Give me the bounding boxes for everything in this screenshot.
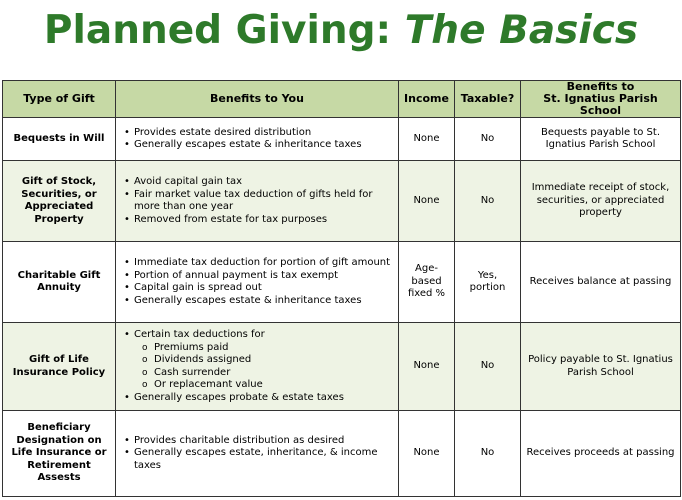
- benefits-cell: [116, 242, 399, 323]
- benefit-item: • Fair market value tax deduction of gifts held for more than one year: [134, 189, 394, 214]
- income-cell: None: [399, 161, 455, 242]
- title-italic: The Basics: [404, 8, 639, 53]
- benefit-item: • Portion of annual payment is tax exempt: [134, 270, 394, 283]
- benefit-item: • Generally escapes probate & estate taxes: [134, 392, 394, 405]
- benefit-item: • Avoid capital gain tax: [134, 176, 394, 189]
- benefit-item: • Generally escapes estate & inheritance taxes: [134, 295, 394, 308]
- income-cell: None: [399, 118, 455, 161]
- benefits-cell: [116, 161, 399, 242]
- school-benefit-cell: Receives balance at passing: [521, 242, 681, 323]
- benefit-item: • Generally escapes estate & inheritance taxes: [134, 139, 394, 152]
- header-benefits-school-line1: Benefits to: [566, 80, 635, 93]
- benefits-cell: [116, 323, 399, 411]
- benefits-cell: [116, 411, 399, 497]
- school-benefit-cell: Bequests payable to St. Ignatius Parish School: [521, 118, 681, 161]
- school-benefit-cell: Policy payable to St. Ignatius Parish School: [521, 323, 681, 411]
- benefit-subitem: o Premiums paid: [154, 342, 394, 355]
- header-benefits-school-line2: St. Ignatius Parish School: [543, 92, 658, 117]
- table-row: [3, 161, 681, 242]
- income-cell: Age-based fixed %: [399, 242, 455, 323]
- income-cell: None: [399, 411, 455, 497]
- gift-type: Charitable Gift Annuity: [3, 242, 116, 323]
- benefit-subitem: o Cash surrender: [154, 367, 394, 380]
- benefit-item: [134, 329, 394, 392]
- gift-type: Bequests in Will: [3, 118, 116, 161]
- table-row: [3, 323, 681, 411]
- gift-type: Gift of Stock, Securities, or Appreciated Property: [3, 161, 116, 242]
- header-taxable: Taxable?: [455, 81, 521, 118]
- benefit-item: • Removed from estate for tax purposes: [134, 214, 394, 227]
- taxable-cell: Yes, portion: [455, 242, 521, 323]
- title-main: Planned Giving:: [43, 8, 405, 53]
- planned-giving-table: [2, 80, 681, 497]
- header-benefits-you: Benefits to You: [116, 81, 399, 118]
- benefit-item: • Provides charitable distribution as desired: [134, 435, 394, 448]
- table-row: [3, 242, 681, 323]
- taxable-cell: No: [455, 323, 521, 411]
- income-cell: None: [399, 323, 455, 411]
- page-title: [0, 8, 682, 53]
- header-row: [3, 81, 681, 118]
- benefit-intro: Certain tax deductions for: [134, 329, 265, 340]
- benefits-cell: [116, 118, 399, 161]
- benefit-item: • Generally escapes estate, inheritance, & income taxes: [134, 447, 394, 472]
- table-row: [3, 411, 681, 497]
- taxable-cell: No: [455, 118, 521, 161]
- benefit-item: • Provides estate desired distribution: [134, 127, 394, 140]
- gift-type: Gift of Life Insurance Policy: [3, 323, 116, 411]
- taxable-cell: No: [455, 161, 521, 242]
- header-income: Income: [399, 81, 455, 118]
- table-row: [3, 118, 681, 161]
- benefit-item: • Capital gain is spread out: [134, 282, 394, 295]
- school-benefit-cell: Receives proceeds at passing: [521, 411, 681, 497]
- header-type: Type of Gift: [3, 81, 116, 118]
- benefit-subitem: o Dividends assigned: [154, 354, 394, 367]
- benefit-item: • Immediate tax deduction for portion of gift amount: [134, 257, 394, 270]
- benefit-subitem: o Or replacemant value: [154, 379, 394, 392]
- gift-type: Beneficiary Designation on Life Insurance or Retirement Assests: [3, 411, 116, 497]
- taxable-cell: No: [455, 411, 521, 497]
- header-benefits-school: [521, 81, 681, 118]
- school-benefit-cell: Immediate receipt of stock, securities, or appreciated property: [521, 161, 681, 242]
